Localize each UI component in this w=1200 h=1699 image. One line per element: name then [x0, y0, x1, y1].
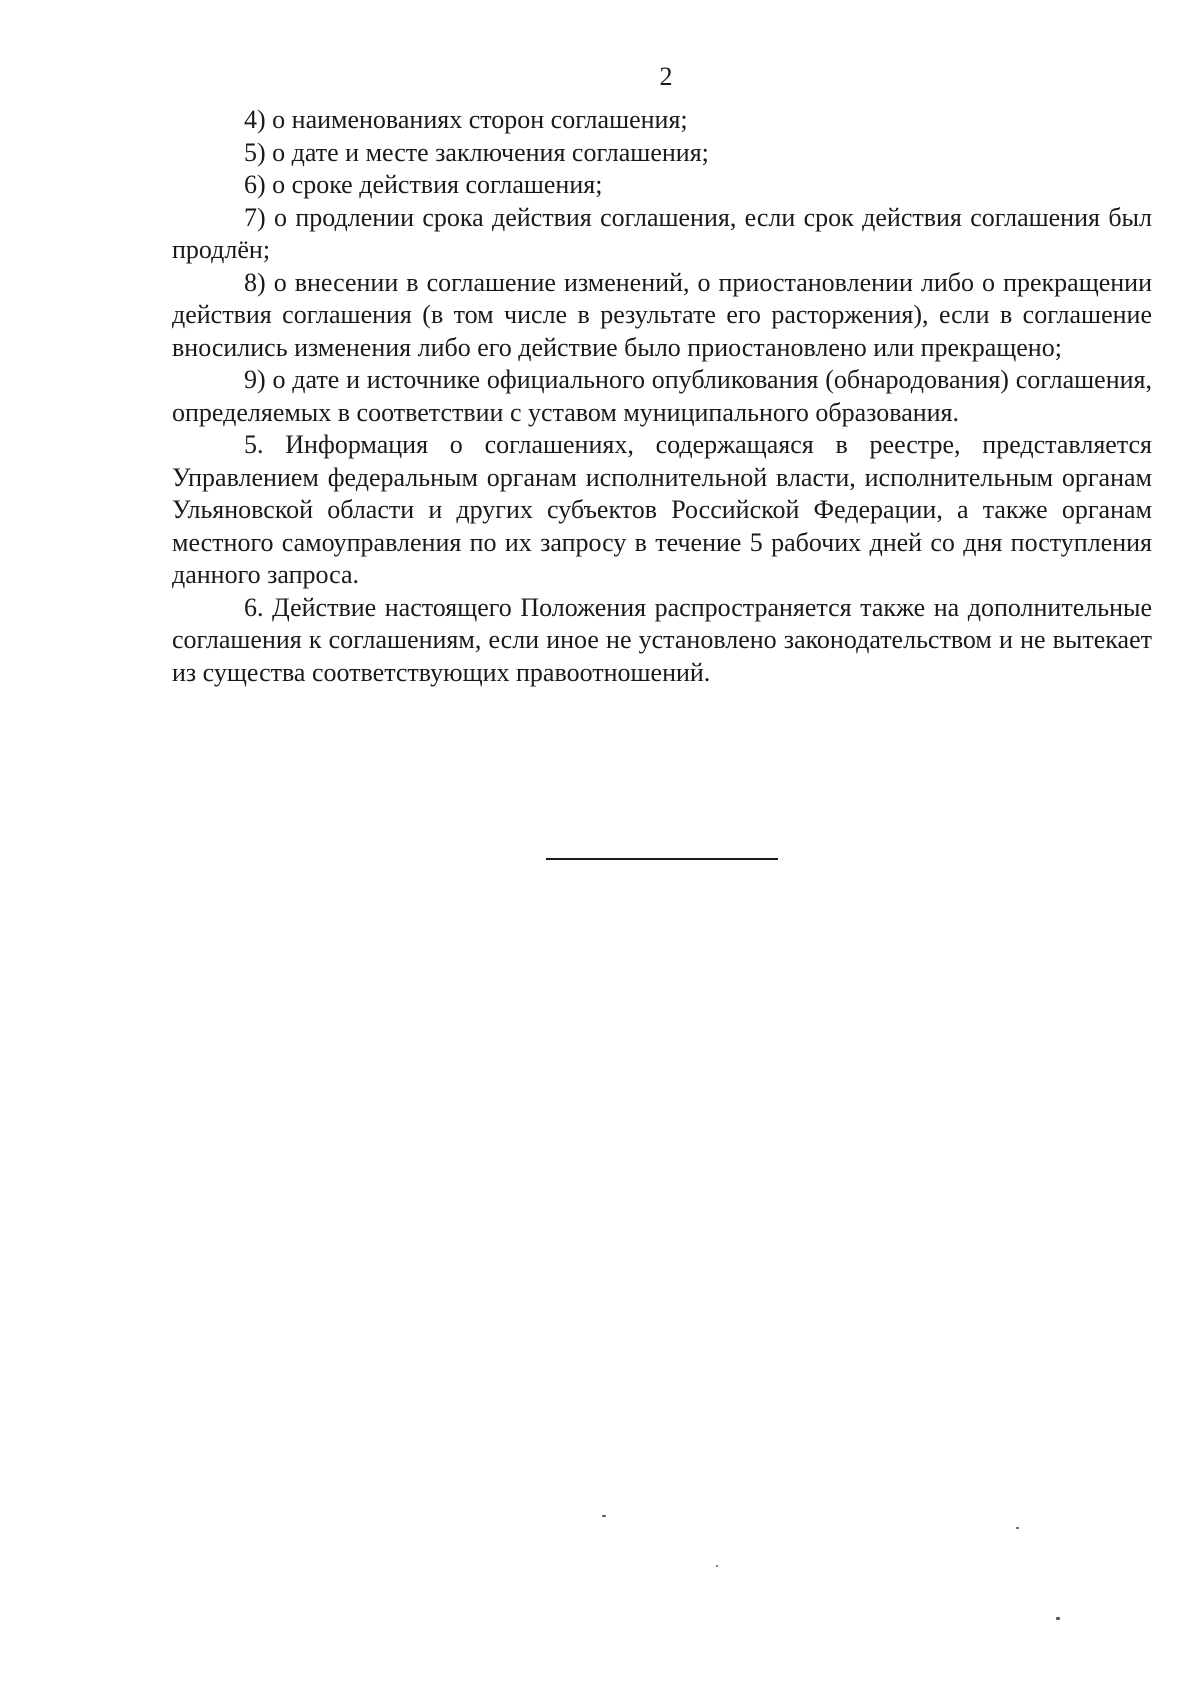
- page-number: 2: [659, 62, 673, 91]
- document-body: [172, 104, 1152, 689]
- list-item-9: 9) о дате и источнике официального опубликования (обнародования) соглашения, определяемых в соответствии с уставом муниципального образования.: [172, 365, 1152, 427]
- scan-speck: [716, 1565, 718, 1567]
- scan-speck: [1016, 1527, 1019, 1529]
- list-item-7: 7) о продлении срока действия соглашения, если срок действия соглашения был продлён;: [172, 202, 1152, 264]
- list-item-8: 8) о внесении в соглашение изменений, о приостановлении либо о прекращении действия соглашения (в том числе в результате его расторжения), если в соглашение вносились изменения либо его действие было приостановлено или прекращено;: [172, 267, 1152, 362]
- end-separator-line: [546, 858, 778, 860]
- paragraph-6: 6. Действие настоящего Положения распространяется также на дополнительные соглашения к соглашениям, если иное не установлено законодательством и не вытекает из существа соответствующих правоотношений.: [172, 592, 1152, 687]
- list-item-4: 4) о наименованиях сторон соглашения;: [244, 105, 688, 134]
- paragraph-5: 5. Информация о соглашениях, содержащаяся в реестре, представляется Управлением федеральным органам исполнительной власти, исполнительным органам Ульяновской области и других субъектов Российской Федерации, а также органам местного самоуправления по их запросу в течение 5 рабочих дней со дня поступления данного запроса.: [172, 430, 1152, 589]
- scan-speck: [602, 1515, 606, 1517]
- list-item-6: 6) о сроке действия соглашения;: [244, 170, 603, 199]
- list-item-5: 5) о дате и месте заключения соглашения;: [244, 137, 709, 167]
- scan-speck: [1056, 1617, 1060, 1620]
